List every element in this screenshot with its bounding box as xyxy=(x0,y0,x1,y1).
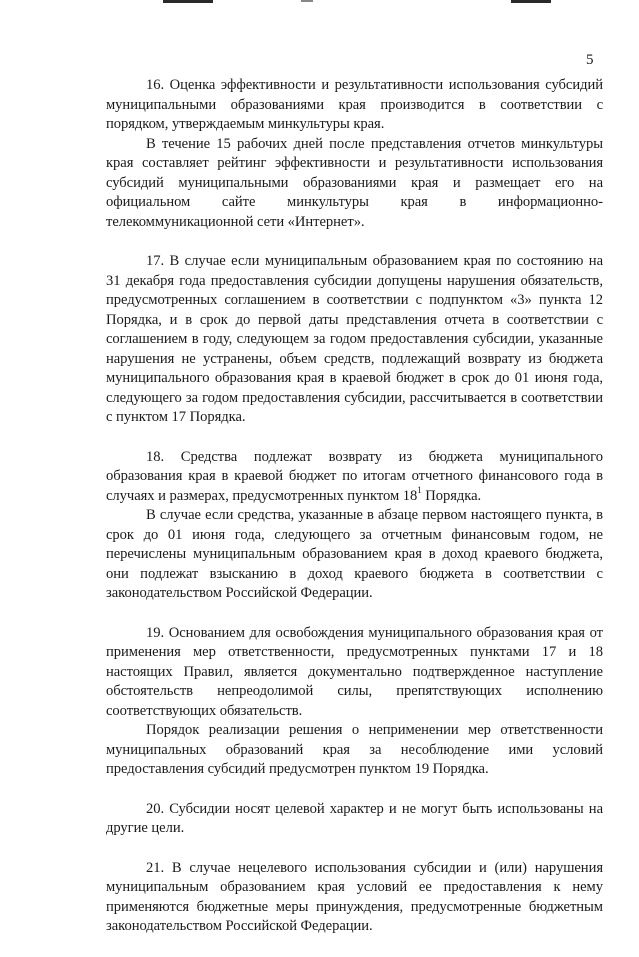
paragraph-16-evaluation: 16. Оценка эффективности и результативности использования субсидий муниципальными образованиями края производится в соответствии с порядком, утверждаемым минкультуры края. xyxy=(106,77,603,132)
section-20 xyxy=(106,800,603,839)
section-21 xyxy=(106,859,603,937)
paragraph-17-violations: 17. В случае если муниципальным образованием края по состоянию на 31 декабря года предоставления субсидии допущены нарушения обязательств, предусмотренных соглашением в соответствии с подпунктом «3» пункта 12 Порядка, и в срок до первой даты представления отчета в соответствии с соглашением в году, следующем за годом предоставления субсидии, указанные нарушения не устранены, объем средств, подлежащий возврату из бюджета муниципального образования края в краевой бюджет в срок до 01 июня года, следующего за годом предоставления субсидии, рассчитывается в соответствии с пунктом 17 Порядка. xyxy=(106,253,603,425)
paragraph-18-superscript: 1 xyxy=(417,484,422,495)
document-body xyxy=(106,76,603,957)
paragraph-18-refund xyxy=(106,448,603,507)
paragraph-19-force-majeure: 19. Основанием для освобождения муниципального образования края от применения мер ответственности, предусмотренных пунктами 17 и 18 настоящих Правил, является документально подтвержденное наступление обстоятельств непреодолимой силы, препятствующих исполнению соответствующих обязательств. xyxy=(106,624,603,719)
paragraph-21-misuse: 21. В случае нецелевого использования субсидии и (или) нарушения муниципальным образованием края условий ее предоставления к нему применяются бюджетные меры принуждения, предусмотренные бюджетным законодательством Российской Федерации. xyxy=(106,859,603,934)
top-mark-center xyxy=(301,0,313,2)
page-number: 5 xyxy=(586,52,594,68)
paragraph-18-refund-tail: Порядка. xyxy=(421,487,482,504)
section-18 xyxy=(106,448,603,604)
paragraph-16-rating: В течение 15 рабочих дней после представления отчетов минкультуры края составляет рейтинг эффективности и результативности использования субсидий муниципальными образованиями края и размещает его на официальном сайте минкультуры края в информационно-телекоммуникационной сети «Интернет». xyxy=(106,135,603,230)
section-19 xyxy=(106,624,603,780)
section-17 xyxy=(106,252,603,428)
section-16 xyxy=(106,76,603,232)
top-mark-right xyxy=(511,0,551,3)
paragraph-20-purpose: 20. Субсидии носят целевой характер и не могут быть использованы на другие цели. xyxy=(106,800,603,836)
top-mark-left xyxy=(163,0,213,3)
top-edge-marks xyxy=(0,0,639,6)
paragraph-18-refund-text: 18. Средства подлежат возврату из бюджета муниципального образования края в краевой бюджет по итогам отчетного финансового года в случаях и размерах, предусмотренных пунктом 18 xyxy=(106,448,603,504)
paragraph-18-recovery: В случае если средства, указанные в абзаце первом настоящего пункта, в срок до 01 июня года, следующего за отчетным финансовым годом, не перечислены муниципальным образованием края в доход краевого бюджета, они подлежат взысканию в доход краевого бюджета в соответствии с законодательством Российской Федерации. xyxy=(106,507,603,601)
paragraph-19-procedure: Порядок реализации решения о неприменении мер ответственности муниципальных образований края за несоблюдение ими условий предоставления субсидий предусмотрен пунктом 19 Порядка. xyxy=(106,722,603,777)
